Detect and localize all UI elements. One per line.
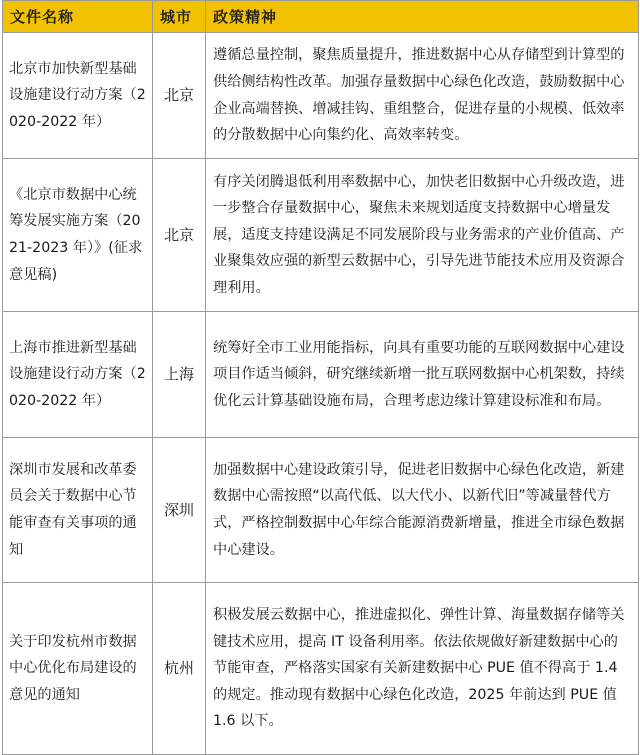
city-cell: 北京 bbox=[153, 33, 206, 159]
file-name-cell: 关于印发杭州市数据中心优化布局建设的意见的通知 bbox=[3, 583, 153, 755]
city-cell: 杭州 bbox=[153, 583, 206, 755]
policy-cell: 统筹好全市工业用能指标，向具有重要功能的互联网数据中心建设项目作适当倾斜，研究继续新增一批互联网数据中心机架数，持续优化云计算基础设施布局，合理考虑边缘计算建设标准和布局。 bbox=[206, 312, 639, 438]
city-cell: 北京 bbox=[153, 159, 206, 312]
table-row bbox=[3, 33, 639, 159]
table-row bbox=[3, 583, 639, 755]
policy-cell: 有序关闭腾退低利用率数据中心，加快老旧数据中心升级改造，进一步整合存量数据中心，聚焦未来规划适度支持数据中心增量发展，适度支持建设满足不同发展阶段与业务需求的产业价值高、产业聚集效应强的新型云数据中心，引导先进节能技术应用及资源合理利用。 bbox=[206, 159, 639, 312]
city-cell: 上海 bbox=[153, 312, 206, 438]
policy-table bbox=[2, 0, 639, 755]
file-name-cell: 上海市推进新型基础设施建设行动方案（2020-2022 年） bbox=[3, 312, 153, 438]
city-cell: 深圳 bbox=[153, 438, 206, 583]
table-row bbox=[3, 159, 639, 312]
policy-cell: 加强数据中心建设政策引导，促进老旧数据中心绿色化改造，新建数据中心需按照“以高代低、以大代小、以新代旧”等减量替代方式，严格控制数据中心年综合能源消费新增量，推进全市绿色数据中心建设。 bbox=[206, 438, 639, 583]
header-file-name: 文件名称 bbox=[3, 1, 153, 33]
policy-cell: 积极发展云数据中心，推进虚拟化、弹性计算、海量数据存储等关键技术应用，提高 IT 设备利用率。依法依规做好新建数据中心的节能审查，严格落实国家有关新建数据中心 PUE 值不得高于 1.4 的规定。推动现有数据中心绿色化改造，2025 年前达到 PUE 值 1.6 以下。 bbox=[206, 583, 639, 755]
file-name-cell: 北京市加快新型基础设施建设行动方案（2020-2022 年） bbox=[3, 33, 153, 159]
table-row bbox=[3, 312, 639, 438]
table-row bbox=[3, 438, 639, 583]
policy-cell: 遵循总量控制，聚焦质量提升，推进数据中心从存储型到计算型的供给侧结构性改革。加强存量数据中心绿色化改造，鼓励数据中心企业高端替换、增减挂钩、重组整合，促进存量的小规模、低效率的分散数据中心向集约化、高效率转变。 bbox=[206, 33, 639, 159]
file-name-cell: 《北京市数据中心统筹发展实施方案（2021-2023 年）》(征求意见稿) bbox=[3, 159, 153, 312]
header-city: 城市 bbox=[153, 1, 206, 33]
header-row bbox=[3, 1, 639, 33]
header-policy: 政策精神 bbox=[206, 1, 639, 33]
file-name-cell: 深圳市发展和改革委员会关于数据中心节能审查有关事项的通知 bbox=[3, 438, 153, 583]
